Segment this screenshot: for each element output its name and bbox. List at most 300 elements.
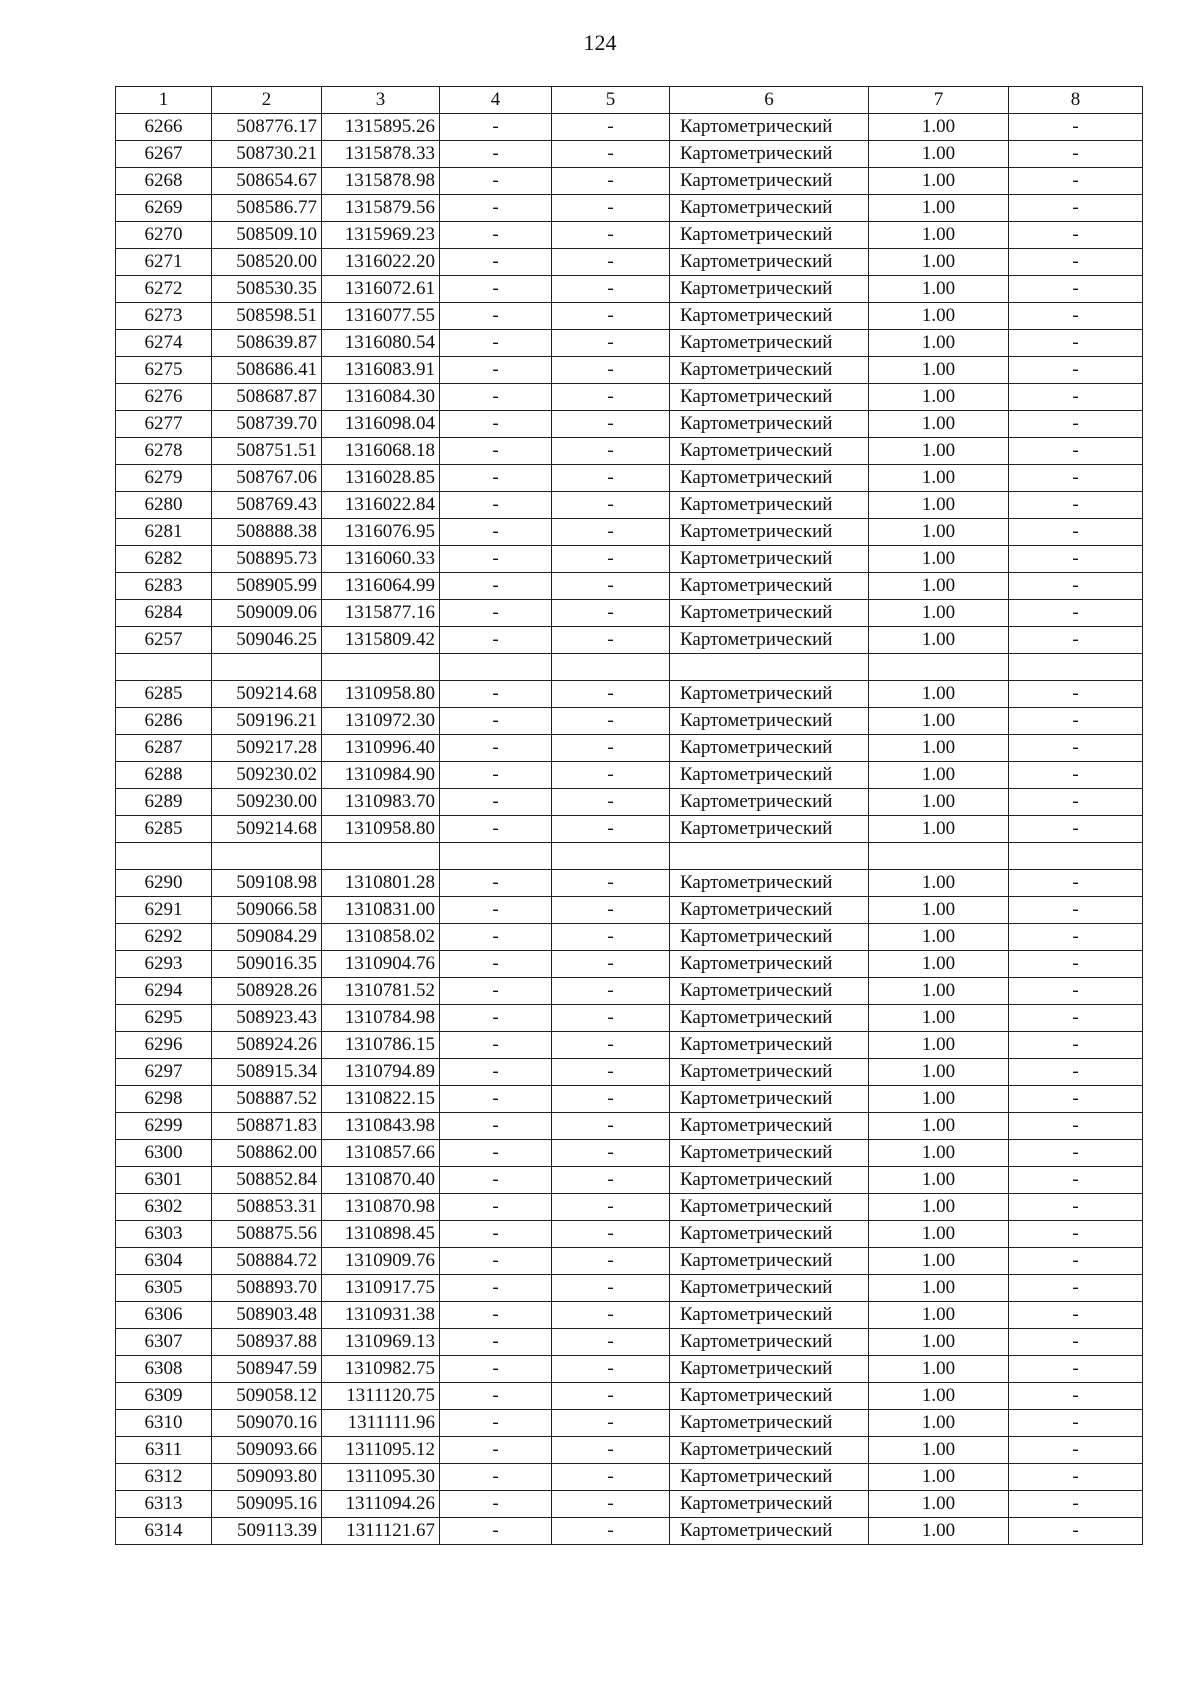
y-coordinate-cell: 1316084.30 (322, 384, 440, 411)
col-4-value-cell: - (440, 1464, 552, 1491)
table-row (116, 708, 1143, 735)
method-cell: Картометрический (670, 1410, 869, 1437)
accuracy-cell: 1.00 (869, 1140, 1009, 1167)
col-8-value-cell: - (1009, 600, 1143, 627)
y-coordinate-cell: 1315878.33 (322, 141, 440, 168)
method-cell: Картометрический (670, 141, 869, 168)
col-8-value-cell: - (1009, 276, 1143, 303)
col-4-value-cell: - (440, 357, 552, 384)
x-coordinate-cell (212, 654, 322, 681)
table-row (116, 735, 1143, 762)
table-row (116, 816, 1143, 843)
point-number-cell: 6311 (116, 1437, 212, 1464)
col-4-value-cell: - (440, 681, 552, 708)
table-row (116, 1356, 1143, 1383)
col-4-value-cell: - (440, 762, 552, 789)
table-row (116, 600, 1143, 627)
accuracy-cell: 1.00 (869, 1464, 1009, 1491)
accuracy-cell: 1.00 (869, 303, 1009, 330)
y-coordinate-cell: 1316080.54 (322, 330, 440, 357)
table-row (116, 519, 1143, 546)
y-coordinate-cell: 1310822.15 (322, 1086, 440, 1113)
method-cell: Картометрический (670, 789, 869, 816)
method-cell: Картометрический (670, 1140, 869, 1167)
table-row (116, 1140, 1143, 1167)
accuracy-cell: 1.00 (869, 573, 1009, 600)
col-8-value-cell: - (1009, 303, 1143, 330)
x-coordinate-cell: 508928.26 (212, 978, 322, 1005)
table-row (116, 1410, 1143, 1437)
col-8-value-cell: - (1009, 168, 1143, 195)
col-8-value-cell: - (1009, 141, 1143, 168)
col-5-value-cell: - (552, 1167, 670, 1194)
col-4-value-cell: - (440, 1194, 552, 1221)
col-4-value-cell: - (440, 573, 552, 600)
table-row (116, 114, 1143, 141)
y-coordinate-cell: 1315879.56 (322, 195, 440, 222)
accuracy-cell: 1.00 (869, 897, 1009, 924)
accuracy-cell: 1.00 (869, 465, 1009, 492)
table-row (116, 195, 1143, 222)
col-4-value-cell: - (440, 816, 552, 843)
column-header-1: 1 (116, 87, 212, 114)
accuracy-cell: 1.00 (869, 951, 1009, 978)
col-8-value-cell: - (1009, 1221, 1143, 1248)
col-5-value-cell: - (552, 681, 670, 708)
col-4-value-cell: - (440, 1059, 552, 1086)
col-5-value-cell: - (552, 114, 670, 141)
col-5-value-cell: - (552, 1086, 670, 1113)
point-number-cell: 6270 (116, 222, 212, 249)
method-cell: Картометрический (670, 384, 869, 411)
y-coordinate-cell: 1310786.15 (322, 1032, 440, 1059)
method-cell: Картометрический (670, 546, 869, 573)
col-4-value-cell: - (440, 168, 552, 195)
method-cell: Картометрический (670, 1194, 869, 1221)
accuracy-cell: 1.00 (869, 600, 1009, 627)
col-5-value-cell: - (552, 222, 670, 249)
table-row (116, 249, 1143, 276)
x-coordinate-cell: 508887.52 (212, 1086, 322, 1113)
table-row (116, 546, 1143, 573)
x-coordinate-cell: 508862.00 (212, 1140, 322, 1167)
col-4-value-cell: - (440, 600, 552, 627)
method-cell: Картометрический (670, 1113, 869, 1140)
x-coordinate-cell: 508884.72 (212, 1248, 322, 1275)
col-8-value-cell: - (1009, 1491, 1143, 1518)
table-row (116, 1113, 1143, 1140)
col-5-value-cell: - (552, 1140, 670, 1167)
accuracy-cell: 1.00 (869, 681, 1009, 708)
table-row (116, 411, 1143, 438)
y-coordinate-cell: 1316028.85 (322, 465, 440, 492)
col-8-value-cell: - (1009, 924, 1143, 951)
column-header-4: 4 (440, 87, 552, 114)
method-cell: Картометрический (670, 303, 869, 330)
accuracy-cell: 1.00 (869, 276, 1009, 303)
x-coordinate-cell: 509058.12 (212, 1383, 322, 1410)
col-8-value-cell: - (1009, 897, 1143, 924)
col-4-value-cell: - (440, 1275, 552, 1302)
table-row (116, 438, 1143, 465)
col-5-value-cell: - (552, 735, 670, 762)
point-number-cell: 6283 (116, 573, 212, 600)
col-8-value-cell: - (1009, 816, 1143, 843)
accuracy-cell: 1.00 (869, 1005, 1009, 1032)
x-coordinate-cell: 508895.73 (212, 546, 322, 573)
method-cell: Картометрический (670, 978, 869, 1005)
col-8-value-cell: - (1009, 1140, 1143, 1167)
col-4-value-cell: - (440, 114, 552, 141)
col-8-value-cell: - (1009, 330, 1143, 357)
col-8-value-cell: - (1009, 114, 1143, 141)
accuracy-cell: 1.00 (869, 492, 1009, 519)
method-cell: Картометрический (670, 924, 869, 951)
x-coordinate-cell: 509230.00 (212, 789, 322, 816)
point-number-cell: 6278 (116, 438, 212, 465)
y-coordinate-cell: 1311094.26 (322, 1491, 440, 1518)
col-8-value-cell: - (1009, 681, 1143, 708)
point-number-cell: 6266 (116, 114, 212, 141)
y-coordinate-cell: 1315969.23 (322, 222, 440, 249)
method-cell: Картометрический (670, 1167, 869, 1194)
y-coordinate-cell: 1310972.30 (322, 708, 440, 735)
col-4-value-cell: - (440, 492, 552, 519)
col-4-value-cell: - (440, 735, 552, 762)
col-5-value-cell: - (552, 492, 670, 519)
point-number-cell: 6296 (116, 1032, 212, 1059)
col-5-value-cell: - (552, 1356, 670, 1383)
point-number-cell: 6288 (116, 762, 212, 789)
method-cell: Картометрический (670, 1329, 869, 1356)
x-coordinate-cell: 509230.02 (212, 762, 322, 789)
col-8-value-cell: - (1009, 1329, 1143, 1356)
col-5-value-cell: - (552, 141, 670, 168)
method-cell: Картометрический (670, 249, 869, 276)
accuracy-cell: 1.00 (869, 924, 1009, 951)
point-number-cell: 6257 (116, 627, 212, 654)
y-coordinate-cell: 1315878.98 (322, 168, 440, 195)
accuracy-cell (869, 843, 1009, 870)
col-5-value-cell: - (552, 519, 670, 546)
x-coordinate-cell: 508888.38 (212, 519, 322, 546)
x-coordinate-cell: 508639.87 (212, 330, 322, 357)
point-number-cell: 6307 (116, 1329, 212, 1356)
col-5-value-cell: - (552, 816, 670, 843)
x-coordinate-cell: 508530.35 (212, 276, 322, 303)
method-cell: Картометрический (670, 492, 869, 519)
y-coordinate-cell: 1310984.90 (322, 762, 440, 789)
col-5-value-cell: - (552, 1464, 670, 1491)
table-row (116, 897, 1143, 924)
table-row (116, 357, 1143, 384)
col-4-value-cell: - (440, 1221, 552, 1248)
col-8-value-cell: - (1009, 546, 1143, 573)
col-8-value-cell: - (1009, 1518, 1143, 1545)
col-5-value-cell: - (552, 600, 670, 627)
col-5-value-cell: - (552, 1221, 670, 1248)
point-number-cell: 6309 (116, 1383, 212, 1410)
x-coordinate-cell: 509016.35 (212, 951, 322, 978)
accuracy-cell: 1.00 (869, 195, 1009, 222)
point-number-cell: 6282 (116, 546, 212, 573)
method-cell: Картометрический (670, 1005, 869, 1032)
x-coordinate-cell: 509217.28 (212, 735, 322, 762)
table-row (116, 1464, 1143, 1491)
col-5-value-cell: - (552, 870, 670, 897)
point-number-cell: 6286 (116, 708, 212, 735)
col-5-value-cell: - (552, 465, 670, 492)
col-8-value-cell: - (1009, 1032, 1143, 1059)
column-header-7: 7 (869, 87, 1009, 114)
col-4-value-cell: - (440, 276, 552, 303)
method-cell: Картометрический (670, 870, 869, 897)
method-cell: Картометрический (670, 1248, 869, 1275)
col-5-value-cell: - (552, 573, 670, 600)
method-cell: Картометрический (670, 1356, 869, 1383)
table-row (116, 627, 1143, 654)
col-5-value-cell: - (552, 438, 670, 465)
x-coordinate-cell: 509084.29 (212, 924, 322, 951)
method-cell: Картометрический (670, 816, 869, 843)
y-coordinate-cell: 1310857.66 (322, 1140, 440, 1167)
accuracy-cell: 1.00 (869, 789, 1009, 816)
col-5-value-cell: - (552, 195, 670, 222)
y-coordinate-cell: 1316098.04 (322, 411, 440, 438)
y-coordinate-cell: 1310784.98 (322, 1005, 440, 1032)
column-header-2: 2 (212, 87, 322, 114)
col-8-value-cell: - (1009, 222, 1143, 249)
col-8-value-cell: - (1009, 384, 1143, 411)
col-8-value-cell: - (1009, 1410, 1143, 1437)
table-row (116, 1383, 1143, 1410)
accuracy-cell: 1.00 (869, 168, 1009, 195)
col-5-value-cell (552, 843, 670, 870)
accuracy-cell: 1.00 (869, 411, 1009, 438)
col-5-value-cell (552, 654, 670, 681)
col-5-value-cell: - (552, 546, 670, 573)
y-coordinate-cell: 1310781.52 (322, 978, 440, 1005)
x-coordinate-cell: 509093.66 (212, 1437, 322, 1464)
col-5-value-cell: - (552, 1005, 670, 1032)
col-5-value-cell: - (552, 1248, 670, 1275)
col-8-value-cell: - (1009, 492, 1143, 519)
x-coordinate-cell: 509046.25 (212, 627, 322, 654)
table-row (116, 681, 1143, 708)
method-cell: Картометрический (670, 276, 869, 303)
x-coordinate-cell: 508905.99 (212, 573, 322, 600)
x-coordinate-cell: 508871.83 (212, 1113, 322, 1140)
point-number-cell: 6297 (116, 1059, 212, 1086)
y-coordinate-cell (322, 654, 440, 681)
col-5-value-cell: - (552, 924, 670, 951)
method-cell: Картометрический (670, 465, 869, 492)
col-8-value-cell: - (1009, 1113, 1143, 1140)
col-4-value-cell: - (440, 1005, 552, 1032)
table-header-row (116, 87, 1143, 114)
col-5-value-cell: - (552, 789, 670, 816)
y-coordinate-cell: 1310843.98 (322, 1113, 440, 1140)
y-coordinate-cell: 1310982.75 (322, 1356, 440, 1383)
col-5-value-cell: - (552, 1059, 670, 1086)
column-header-6: 6 (670, 87, 869, 114)
table-row (116, 222, 1143, 249)
col-8-value-cell: - (1009, 735, 1143, 762)
col-4-value-cell: - (440, 330, 552, 357)
col-5-value-cell: - (552, 1194, 670, 1221)
point-number-cell: 6304 (116, 1248, 212, 1275)
col-5-value-cell: - (552, 1383, 670, 1410)
x-coordinate-cell: 509108.98 (212, 870, 322, 897)
y-coordinate-cell: 1311095.30 (322, 1464, 440, 1491)
method-cell: Картометрический (670, 681, 869, 708)
y-coordinate-cell: 1310996.40 (322, 735, 440, 762)
accuracy-cell: 1.00 (869, 816, 1009, 843)
point-number-cell: 6273 (116, 303, 212, 330)
col-4-value-cell: - (440, 519, 552, 546)
col-4-value-cell: - (440, 789, 552, 816)
point-number-cell: 6301 (116, 1167, 212, 1194)
table-row (116, 1059, 1143, 1086)
y-coordinate-cell: 1311111.96 (322, 1410, 440, 1437)
accuracy-cell: 1.00 (869, 330, 1009, 357)
table-row (116, 1032, 1143, 1059)
table-row (116, 1437, 1143, 1464)
method-cell: Картометрический (670, 600, 869, 627)
col-4-value-cell: - (440, 438, 552, 465)
x-coordinate-cell: 508903.48 (212, 1302, 322, 1329)
col-5-value-cell: - (552, 978, 670, 1005)
point-number-cell: 6281 (116, 519, 212, 546)
accuracy-cell: 1.00 (869, 1275, 1009, 1302)
x-coordinate-cell: 508769.43 (212, 492, 322, 519)
col-4-value-cell (440, 654, 552, 681)
col-4-value-cell: - (440, 1383, 552, 1410)
table-row (116, 330, 1143, 357)
point-number-cell: 6267 (116, 141, 212, 168)
col-8-value-cell: - (1009, 1275, 1143, 1302)
accuracy-cell: 1.00 (869, 1329, 1009, 1356)
accuracy-cell: 1.00 (869, 384, 1009, 411)
table-row (116, 789, 1143, 816)
point-number-cell: 6274 (116, 330, 212, 357)
x-coordinate-cell: 508767.06 (212, 465, 322, 492)
y-coordinate-cell: 1310794.89 (322, 1059, 440, 1086)
x-coordinate-cell: 508730.21 (212, 141, 322, 168)
col-4-value-cell: - (440, 708, 552, 735)
col-8-value-cell: - (1009, 1356, 1143, 1383)
accuracy-cell: 1.00 (869, 762, 1009, 789)
col-4-value-cell: - (440, 546, 552, 573)
x-coordinate-cell: 508509.10 (212, 222, 322, 249)
col-8-value-cell: - (1009, 1005, 1143, 1032)
x-coordinate-cell: 508875.56 (212, 1221, 322, 1248)
col-8-value-cell: - (1009, 870, 1143, 897)
col-5-value-cell: - (552, 1275, 670, 1302)
table-body (116, 114, 1143, 1545)
accuracy-cell: 1.00 (869, 1113, 1009, 1140)
x-coordinate-cell: 508687.87 (212, 384, 322, 411)
point-number-cell: 6271 (116, 249, 212, 276)
y-coordinate-cell: 1316022.84 (322, 492, 440, 519)
col-5-value-cell: - (552, 762, 670, 789)
table-row (116, 1302, 1143, 1329)
x-coordinate-cell: 508586.77 (212, 195, 322, 222)
y-coordinate-cell: 1316076.95 (322, 519, 440, 546)
accuracy-cell: 1.00 (869, 1032, 1009, 1059)
x-coordinate-cell: 508598.51 (212, 303, 322, 330)
col-8-value-cell: - (1009, 708, 1143, 735)
method-cell (670, 843, 869, 870)
point-number-cell: 6272 (116, 276, 212, 303)
y-coordinate-cell: 1311121.67 (322, 1518, 440, 1545)
col-5-value-cell: - (552, 384, 670, 411)
x-coordinate-cell: 508947.59 (212, 1356, 322, 1383)
col-5-value-cell: - (552, 951, 670, 978)
col-5-value-cell: - (552, 1518, 670, 1545)
point-number-cell: 6312 (116, 1464, 212, 1491)
col-5-value-cell: - (552, 168, 670, 195)
table-row (116, 1329, 1143, 1356)
table-row (116, 870, 1143, 897)
x-coordinate-cell: 508915.34 (212, 1059, 322, 1086)
point-number-cell: 6306 (116, 1302, 212, 1329)
accuracy-cell: 1.00 (869, 1518, 1009, 1545)
x-coordinate-cell: 509009.06 (212, 600, 322, 627)
col-5-value-cell: - (552, 897, 670, 924)
col-8-value-cell: - (1009, 627, 1143, 654)
y-coordinate-cell: 1310870.98 (322, 1194, 440, 1221)
method-cell: Картометрический (670, 357, 869, 384)
table-row (116, 1221, 1143, 1248)
point-number-cell: 6305 (116, 1275, 212, 1302)
method-cell: Картометрический (670, 897, 869, 924)
table-row (116, 762, 1143, 789)
accuracy-cell: 1.00 (869, 1302, 1009, 1329)
col-5-value-cell: - (552, 1437, 670, 1464)
col-4-value-cell: - (440, 384, 552, 411)
table-row (116, 978, 1143, 1005)
col-4-value-cell: - (440, 1248, 552, 1275)
coordinates-table (115, 86, 1143, 1545)
accuracy-cell: 1.00 (869, 357, 1009, 384)
table-row (116, 168, 1143, 195)
col-8-value-cell (1009, 843, 1143, 870)
point-number-cell: 6308 (116, 1356, 212, 1383)
col-4-value-cell: - (440, 1302, 552, 1329)
accuracy-cell: 1.00 (869, 1248, 1009, 1275)
col-8-value-cell: - (1009, 789, 1143, 816)
col-8-value-cell: - (1009, 411, 1143, 438)
y-coordinate-cell: 1310969.13 (322, 1329, 440, 1356)
col-5-value-cell: - (552, 1410, 670, 1437)
col-4-value-cell: - (440, 195, 552, 222)
method-cell: Картометрический (670, 330, 869, 357)
accuracy-cell: 1.00 (869, 870, 1009, 897)
method-cell: Картометрический (670, 762, 869, 789)
col-4-value-cell: - (440, 1086, 552, 1113)
y-coordinate-cell: 1315809.42 (322, 627, 440, 654)
col-8-value-cell: - (1009, 573, 1143, 600)
accuracy-cell: 1.00 (869, 1410, 1009, 1437)
method-cell (670, 654, 869, 681)
point-number-cell: 6303 (116, 1221, 212, 1248)
col-4-value-cell: - (440, 1410, 552, 1437)
method-cell: Картометрический (670, 411, 869, 438)
method-cell: Картометрический (670, 573, 869, 600)
point-number-cell: 6298 (116, 1086, 212, 1113)
y-coordinate-cell: 1316077.55 (322, 303, 440, 330)
